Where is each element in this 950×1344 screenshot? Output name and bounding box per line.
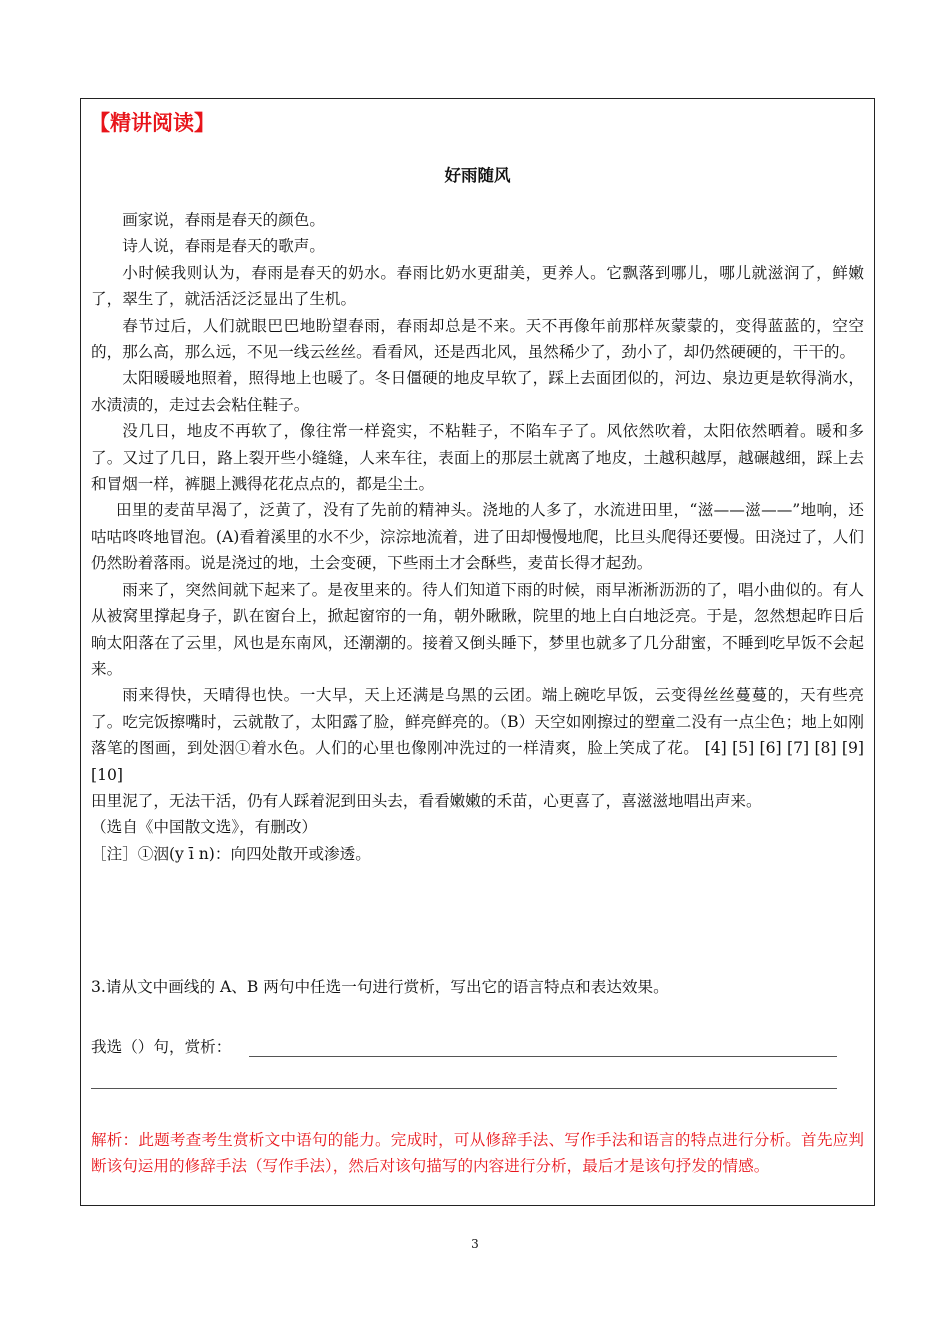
paragraph: 太阳暖暖地照着，照得地上也暖了。冬日僵硬的地皮早软了，踩上去面团似的，河边、泉边更是软得淌水，水渍渍的，走过去会粘住鞋子。 (91, 369, 864, 414)
paragraph: 雨来得快，天晴得也快。一大早，天上还满是乌黑的云团。端上碗吃早饭，云变得丝丝蔓蔓的，天有些亮了。吃完饭擦嘴时，云就散了，太阳露了脸，鲜亮鲜亮的。（B）天空如刚擦过的塑童二没有一点尘色；地上如刚落笔的图画，到处洇①着水色。人们的心里也像刚冲洗过的一样清爽，脸上笑成了花。 [4] [5] [6] [7] [8] [9] [10] (91, 686, 864, 784)
paragraph: 画家说，春雨是春天的颜色。 (122, 211, 325, 229)
paragraph: 田里泥了，无法干活，仍有人踩着泥到田头去，看看嫩嫩的禾苗，心更喜了，喜滋滋地唱出声来。 (91, 791, 762, 810)
article-body (91, 207, 864, 867)
paragraph: 雨来了，突然间就下起来了。是夜里来的。待人们知道下雨的时候，雨早淅淅沥沥的了，唱小曲似的。有人从被窝里撑起身子，趴在窗台上，掀起窗帘的一角，朝外瞅瞅，院里的地上白白地泛亮。于是，忽然想起昨日后晌太阳落在了云里，风也是东南风，还潮潮的。接着又倒头睡下，梦里也就多了几分甜蜜，不睡到吃早饭不会起来。 (91, 580, 864, 678)
content-frame (80, 98, 875, 1206)
question-text: 3.请从文中画线的 A、B 两句中任选一句进行赏析，写出它的语言特点和表达效果。 (91, 978, 669, 996)
answer-line[interactable] (91, 1088, 837, 1089)
article-title: 好雨随风 (444, 166, 511, 185)
footnote: ［注］①洇(y ī n)：向四处散开或渗透。 (91, 844, 371, 863)
paragraph: 没几日，地皮不再软了，像往常一样瓷实，不粘鞋子，不陷车子了。风依然吹着，太阳依然晒着。暖和多了。又过了几日，路上裂开些小缝缝，人来车往，表面上的那层土就离了地皮，土越积越厚，越碾越细，踩上去和冒烟一样，裤腿上溅得花花点点的，都是尘土。 (91, 422, 864, 494)
paragraph: 诗人说，春雨是春天的歌声。 (122, 237, 325, 256)
answer-line[interactable] (249, 1056, 837, 1057)
paragraph: 小时候我则认为，春雨是春天的奶水。春雨比奶水更甜美，更养人。它飘落到哪儿，哪儿就滋润了，鲜嫩了，翠生了，就活活泛泛显出了生机。 (91, 263, 864, 309)
paragraph: 田里的麦苗早渴了，泛黄了，没有了先前的精神头。浇地的人多了，水流进田里，“滋——滋——”地响，还咕咕咚咚地冒泡。(A)看着溪里的水不少，淙淙地流着，进了田却慢慢地爬，比旦头爬得还要慢。田浇过了，人们仍然盼着落雨。说是浇过的地，土会变硬，下些雨土才会酥些，麦苗长得才起劲。 (91, 501, 864, 573)
section-heading: 【精讲阅读】 (89, 111, 215, 135)
analysis-text: 解析：此题考查考生赏析文中语句的能力。完成时，可从修辞手法、写作手法和语言的特点进行分析。首先应判断该句运用的修辞手法（写作手法），然后对该句描写的内容进行分析，最后才是该句抒发的情感。 (91, 1131, 864, 1176)
source-note: （选自《中国散文选》，有删改） (91, 818, 318, 837)
answer-prompt: 我选（）句，赏析： (91, 1038, 232, 1056)
page-number: 3 (471, 1237, 479, 1251)
paragraph: 春节过后，人们就眼巴巴地盼望春雨，春雨却总是不来。天不再像年前那样灰蒙蒙的，变得蓝蓝的，空空的，那么高，那么远，不见一线云丝丝。看看风，还是西北风，虽然稀少了，劲小了，却仍然硬硬的，干干的。 (91, 316, 864, 362)
